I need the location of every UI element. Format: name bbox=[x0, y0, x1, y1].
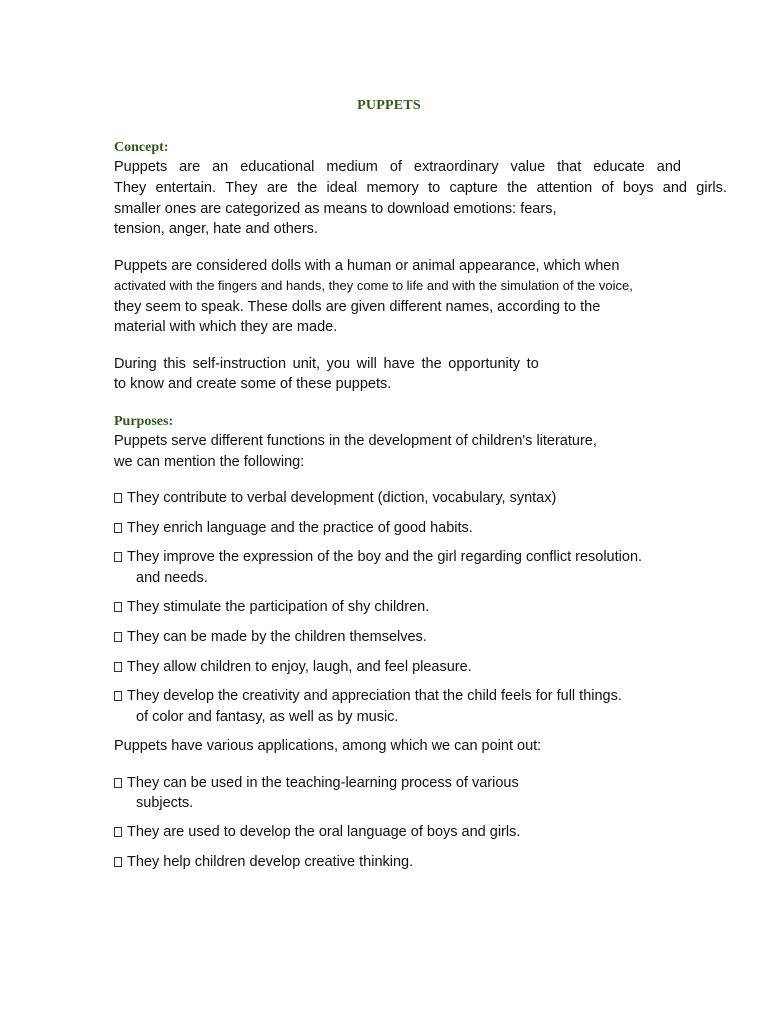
purposes-intro-line-2: we can mention the following: bbox=[114, 454, 305, 470]
bullet-square-icon bbox=[114, 827, 122, 837]
word: to bbox=[428, 180, 441, 196]
purpose-item-text: They improve the expression of the boy and the girl regarding conflict resolution. bbox=[127, 549, 643, 565]
purpose-list-item bbox=[114, 547, 642, 567]
concept-paragraph-1-line-1 bbox=[114, 157, 681, 177]
purpose-item-continuation: and needs. bbox=[136, 570, 208, 586]
purpose-list-item bbox=[114, 657, 472, 677]
concept-heading: Concept: bbox=[114, 140, 169, 155]
word: memory bbox=[366, 180, 419, 196]
bullet-square-icon bbox=[114, 662, 122, 672]
bullet-square-icon bbox=[114, 552, 122, 562]
purpose-item-text: They contribute to verbal development (diction, vocabulary, syntax) bbox=[127, 490, 557, 506]
bullet-square-icon bbox=[114, 857, 122, 867]
concept-paragraph-2-line-1: Puppets are considered dolls with a human or animal appearance, which when bbox=[114, 258, 620, 274]
word: girls. bbox=[696, 180, 727, 196]
word: educational bbox=[240, 159, 315, 175]
word: and bbox=[662, 180, 687, 196]
word: are bbox=[266, 180, 288, 196]
word: educate bbox=[593, 159, 645, 175]
word: entertain. bbox=[155, 180, 216, 196]
application-list-item bbox=[114, 852, 413, 872]
purpose-item-text: They can be made by the children themselves. bbox=[127, 629, 427, 645]
concept-paragraph-1-line-2 bbox=[114, 178, 727, 198]
word: and bbox=[656, 159, 681, 175]
application-list-item bbox=[114, 822, 520, 842]
purpose-item-text: They develop the creativity and appreciation that the child feels for full things. bbox=[127, 688, 622, 704]
purposes-heading: Purposes: bbox=[114, 414, 174, 429]
applications-intro: Puppets have various applications, among which we can point out: bbox=[114, 738, 542, 754]
word: Puppets bbox=[114, 159, 168, 175]
word: They bbox=[114, 180, 147, 196]
concept-paragraph-2-line-4: material with which they are made. bbox=[114, 319, 338, 335]
bullet-square-icon bbox=[114, 523, 122, 533]
word: attention bbox=[536, 180, 593, 196]
word: the bbox=[507, 180, 528, 196]
word: are bbox=[179, 159, 201, 175]
word: of bbox=[389, 159, 402, 175]
word: of bbox=[601, 180, 614, 196]
purpose-list-item bbox=[114, 597, 429, 617]
purposes-intro-line-1: Puppets serve different functions in the development of children's literature, bbox=[114, 433, 597, 449]
application-item-continuation: subjects. bbox=[136, 795, 194, 811]
word: the bbox=[297, 180, 318, 196]
bullet-square-icon bbox=[114, 602, 122, 612]
concept-paragraph-2-line-2: activated with the fingers and hands, they come to life and with the simulation of the voice, bbox=[114, 278, 633, 293]
concept-paragraph-3-line-1: During this self-instruction unit, you will have the opportunity to bbox=[114, 356, 539, 372]
purpose-item-text: They allow children to enjoy, laugh, and feel pleasure. bbox=[127, 659, 472, 675]
word: value bbox=[510, 159, 546, 175]
purpose-list-item bbox=[114, 488, 556, 508]
purpose-item-text: They enrich language and the practice of good habits. bbox=[127, 520, 473, 536]
word: an bbox=[212, 159, 229, 175]
purpose-item-continuation: of color and fantasy, as well as by music. bbox=[136, 709, 399, 725]
bullet-square-icon bbox=[114, 632, 122, 642]
concept-paragraph-2-line-3: they seem to speak. These dolls are given different names, according to the bbox=[114, 299, 601, 315]
word: capture bbox=[449, 180, 498, 196]
purpose-list-item bbox=[114, 627, 427, 647]
bullet-square-icon bbox=[114, 691, 122, 701]
word: that bbox=[557, 159, 582, 175]
document-title: PUPPETS bbox=[357, 98, 421, 113]
concept-paragraph-3-line-2: to know and create some of these puppets. bbox=[114, 376, 392, 392]
bullet-square-icon bbox=[114, 493, 122, 503]
application-item-text: They can be used in the teaching-learning process of various bbox=[127, 775, 519, 791]
application-list-item bbox=[114, 773, 519, 793]
word: ideal bbox=[326, 180, 358, 196]
word: medium bbox=[326, 159, 378, 175]
word: They bbox=[225, 180, 258, 196]
concept-paragraph-1-line-4: tension, anger, hate and others. bbox=[114, 221, 318, 237]
purpose-item-text: They stimulate the participation of shy children. bbox=[127, 599, 430, 615]
concept-paragraph-1-line-3: smaller ones are categorized as means to download emotions: fears, bbox=[114, 201, 557, 217]
purpose-list-item bbox=[114, 686, 622, 706]
application-item-text: They help children develop creative thinking. bbox=[127, 854, 414, 870]
word: boys bbox=[622, 180, 654, 196]
purpose-list-item bbox=[114, 518, 473, 538]
application-item-text: They are used to develop the oral language of boys and girls. bbox=[127, 824, 521, 840]
word: extraordinary bbox=[413, 159, 499, 175]
bullet-square-icon bbox=[114, 778, 122, 788]
